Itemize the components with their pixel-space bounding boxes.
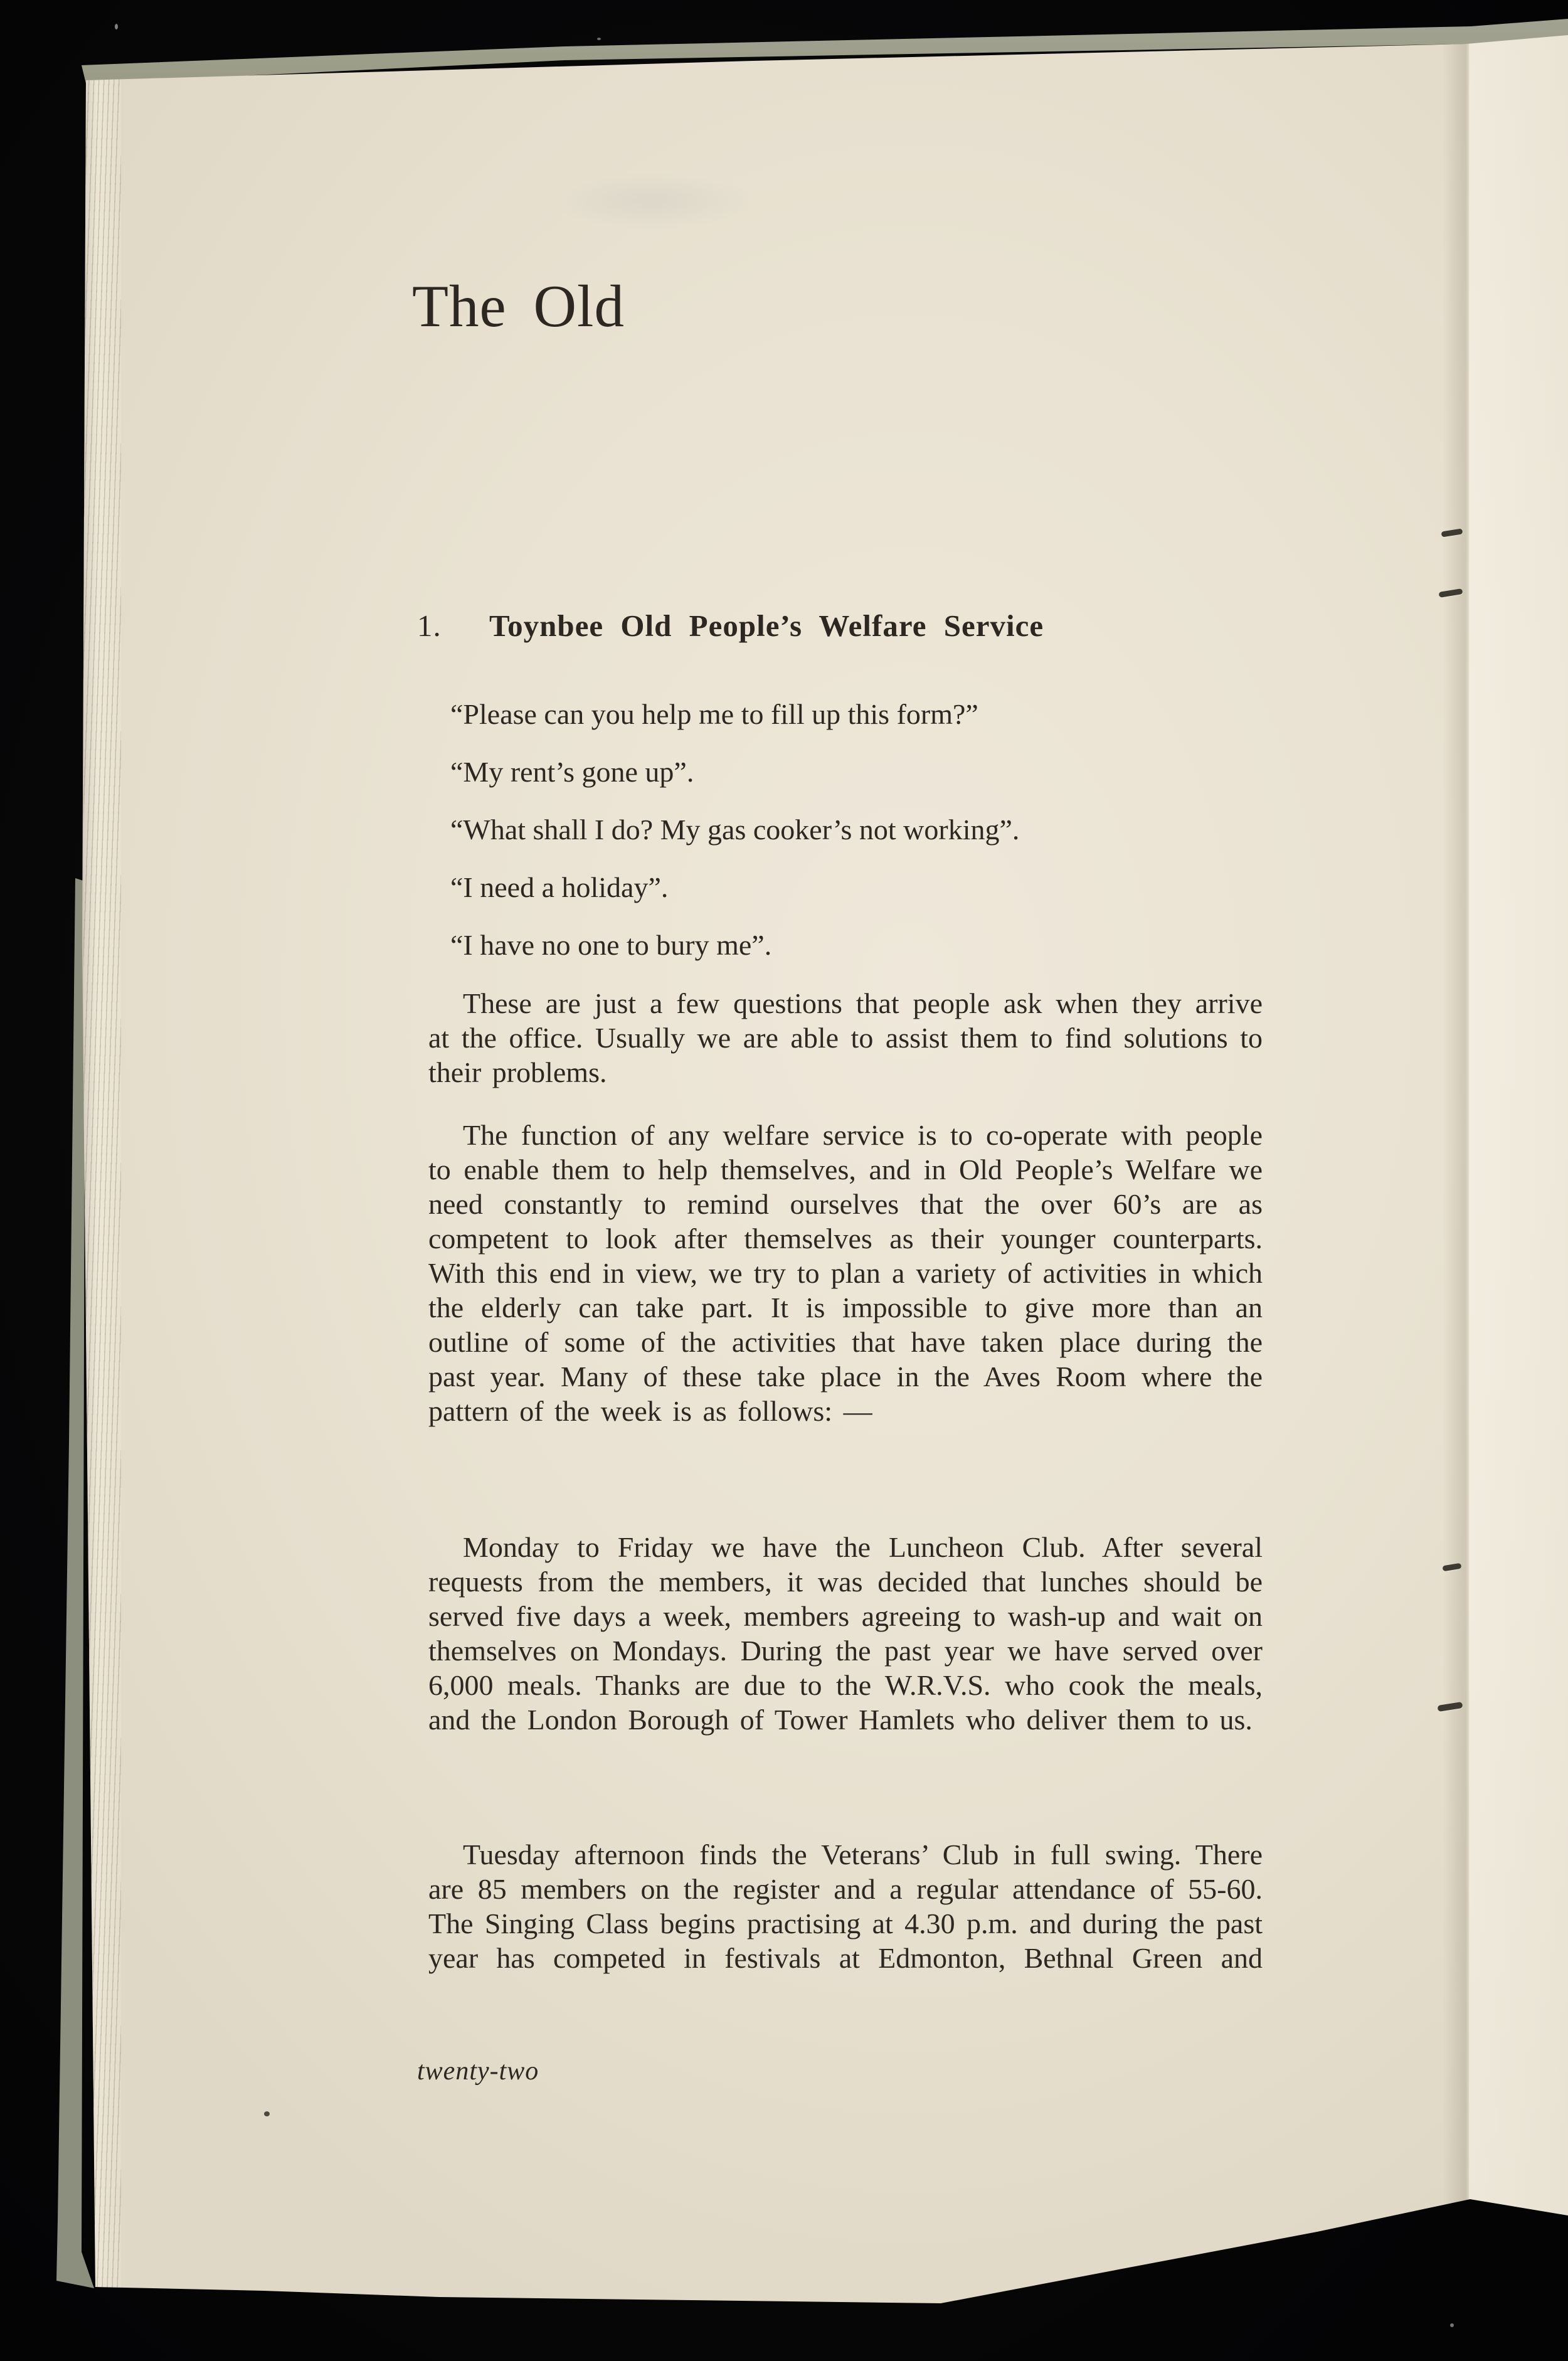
quote-line: “What shall I do? My gas cooker’s not working”. [450, 814, 1020, 846]
quote-line: “Please can you help me to fill up this form?” [450, 698, 978, 730]
quote-line: “I need a holiday”. [450, 871, 669, 903]
section-heading-text: Toynbee Old People’s Welfare Service [489, 608, 1044, 643]
section-heading [417, 610, 1044, 641]
section-number: 1. [417, 608, 442, 643]
quote-line: “My rent’s gone up”. [450, 756, 694, 788]
quote-list [450, 686, 1285, 974]
page-number: twenty-two [417, 2057, 539, 2086]
paragraph-4: Tuesday afternoon finds the Veterans’ Club in full swing. There are 85 members on the register and a regular attendance of 55-60. The Singing Class begins practising at 4.30 p.m. and during the past year has competed in festivals at Edmonton, Bethnal Green and [428, 1838, 1263, 1974]
page-title: The Old [412, 273, 625, 339]
paragraph-2: The function of any welfare service is to co-operate with people to enable them to help themselves, and in Old People’s Welfare we need constantly to remind ourselves that the over 60’s are as competent to look after themselves as their younger counterparts. With this end in view, we try to plan a variety of activities in which the elderly can take part. It is impossible to give more than an outline of some of the activities that have taken place during the past year. Many of these take place in the Aves Room where the pattern of the week is as follows: — [428, 1119, 1263, 1427]
paragraph-3: Monday to Friday we have the Luncheon Club. After several requests from the members, it was decided that lunches should be served five days a week, members agreeing to wash-up and wait on themselves on Mondays. During the past year we have served over 6,000 meals. Thanks are due to the W.R.V.S. who cook the meals, and the London Borough of Tower Hamlets who deliver them to us. [428, 1531, 1263, 1736]
paragraph-1: These are just a few questions that people ask when they arrive at the office. Usually we are able to assist them to find solutions to their problems. [428, 987, 1263, 1088]
quote-line: “I have no one to bury me”. [450, 929, 772, 961]
